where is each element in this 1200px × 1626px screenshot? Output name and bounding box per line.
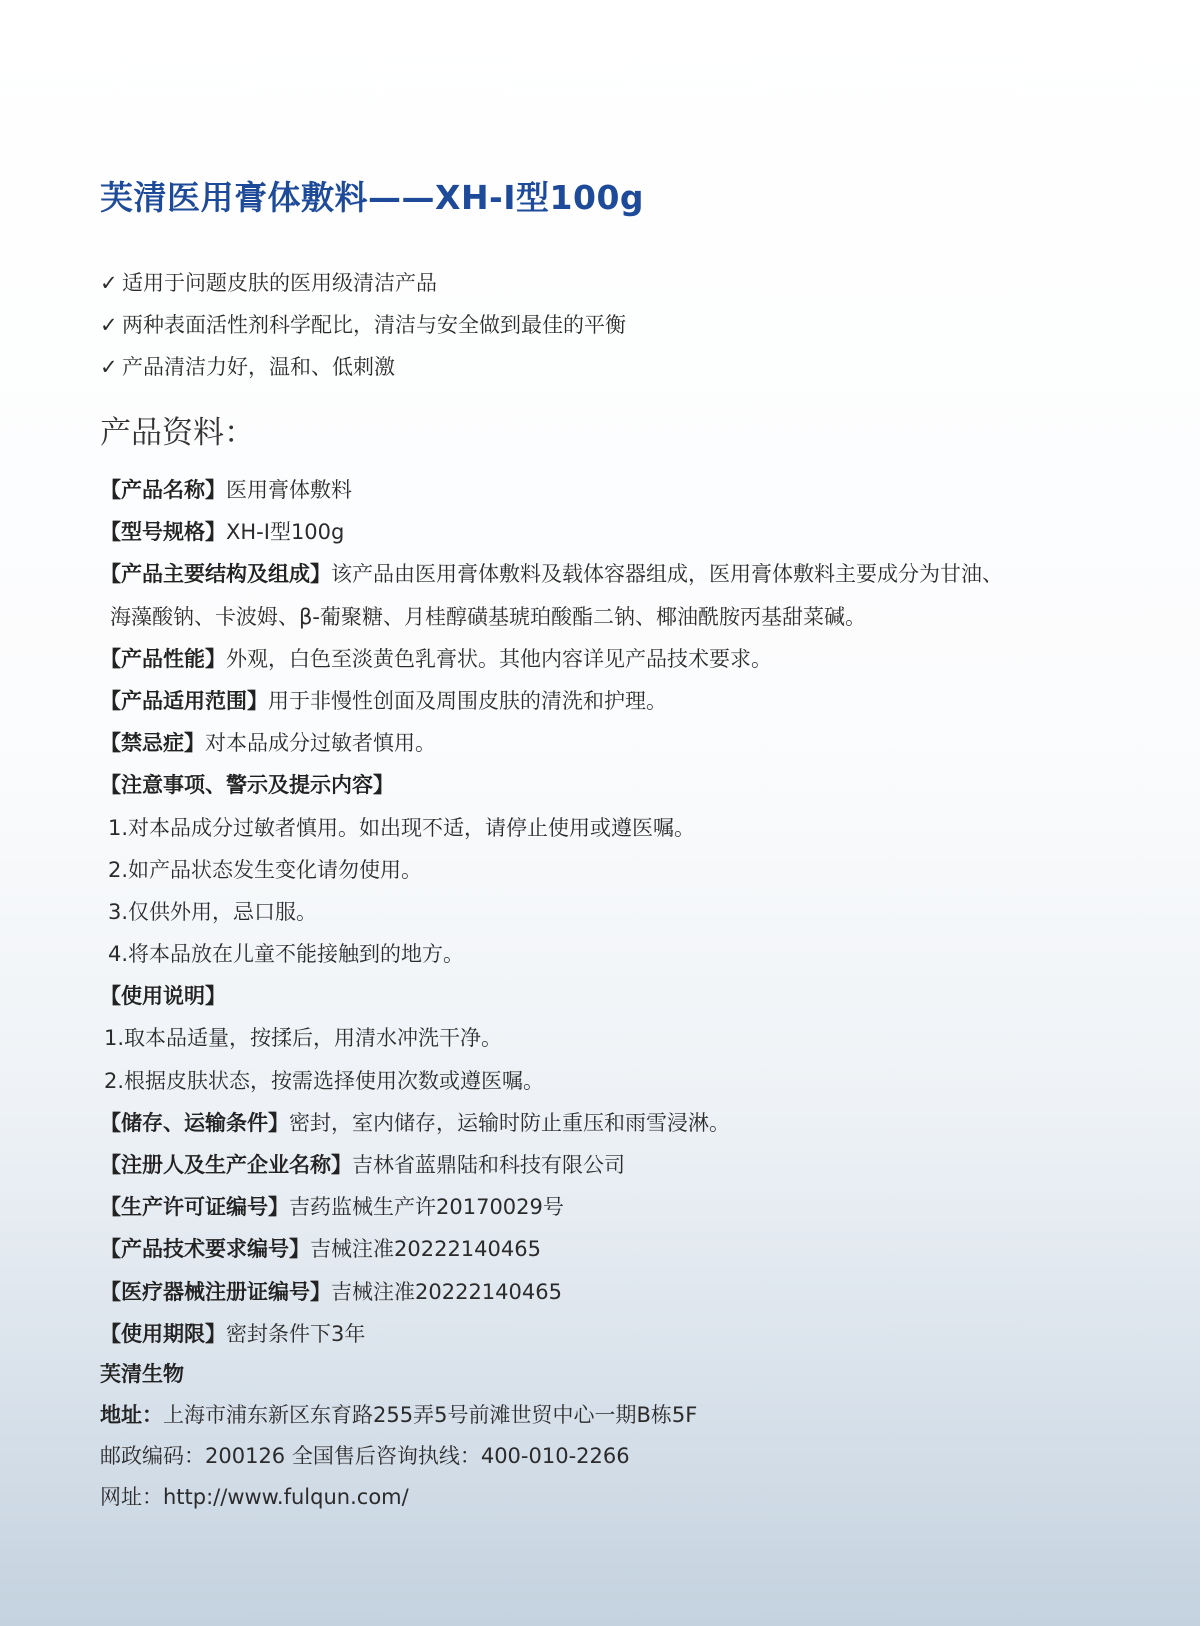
notice-item: 2.如产品状态发生变化请勿使用。 (108, 857, 423, 882)
usage-item: 2.根据皮肤状态，按需选择使用次数或遵医嘱。 (104, 1068, 545, 1093)
company-contact: 邮政编码：200126 全国售后咨询执线：400-010-2266 (100, 1444, 630, 1468)
info-row-structure: 【产品主要结构及组成】该产品由医用膏体敷料及载体容器组成，医用膏体敷料主要成分为甘油、 (100, 562, 1003, 587)
info-row-registrant: 【注册人及生产企业名称】吉林省蓝鼎陆和科技有限公司 (100, 1153, 625, 1177)
feature-item: ✓ 产品清洁力好，温和、低刺激 (100, 346, 626, 388)
product-info (100, 469, 1160, 1355)
company-website: 网址：http://www.fulqun.com/ (100, 1485, 409, 1509)
info-row-model: 【型号规格】XH-I型100g (100, 520, 345, 545)
info-row-performance: 【产品性能】外观，白色至淡黄色乳膏状。其他内容详见产品技术要求。 (100, 646, 772, 671)
notice-item: 3.仅供外用，忌口服。 (108, 899, 318, 924)
company-address: 地址：上海市浦东新区东育路255弄5号前滩世贸中心一期B栋5F (100, 1403, 698, 1427)
info-row-storage: 【储存、运输条件】密封，室内储存，运输时防止重压和雨雪浸淋。 (100, 1110, 730, 1135)
company-info (100, 1354, 697, 1518)
check-icon: ✓ (100, 271, 118, 295)
notice-item: 1.对本品成分过敏者慎用。如出现不适，请停止使用或遵医嘱。 (108, 815, 696, 840)
info-row-scope: 【产品适用范围】用于非慢性创面及周围皮肤的清洗和护理。 (100, 688, 667, 713)
info-row-license: 【生产许可证编号】吉药监械生产许20170029号 (100, 1195, 564, 1220)
feature-list (100, 262, 626, 388)
info-row-tech-requirement: 【产品技术要求编号】吉械注准20222140465 (100, 1237, 541, 1262)
product-title: 芙清医用膏体敷料——XH-Ⅰ型100g (100, 178, 645, 217)
info-row-contraindication: 【禁忌症】对本品成分过敏者慎用。 (100, 731, 436, 756)
company-name: 芙清生物 (100, 1362, 184, 1386)
info-row-name: 【产品名称】医用膏体敷料 (100, 478, 352, 502)
feature-item: ✓ 适用于问题皮肤的医用级清洁产品 (100, 262, 626, 304)
info-row-notice-heading: 【注意事项、警示及提示内容】 (100, 773, 394, 798)
info-row-shelf-life: 【使用期限】密封条件下3年 (100, 1321, 366, 1346)
feature-item: ✓ 两种表面活性剂科学配比，清洁与安全做到最佳的平衡 (100, 304, 626, 346)
check-icon: ✓ (100, 313, 118, 337)
info-row-usage-heading: 【使用说明】 (100, 984, 226, 1009)
usage-item: 1.取本品适量，按揉后，用清水冲洗干净。 (104, 1026, 503, 1051)
info-row-structure-cont: 海藻酸钠、卡波姆、β-葡聚糖、月桂醇磺基琥珀酸酯二钠、椰油酰胺丙基甜菜碱。 (110, 604, 866, 629)
info-row-registration-cert: 【医疗器械注册证编号】吉械注准20222140465 (100, 1279, 562, 1304)
notice-item: 4.将本品放在儿童不能接触到的地方。 (108, 942, 465, 967)
section-title: 产品资料： (100, 415, 255, 451)
check-icon: ✓ (100, 355, 118, 379)
